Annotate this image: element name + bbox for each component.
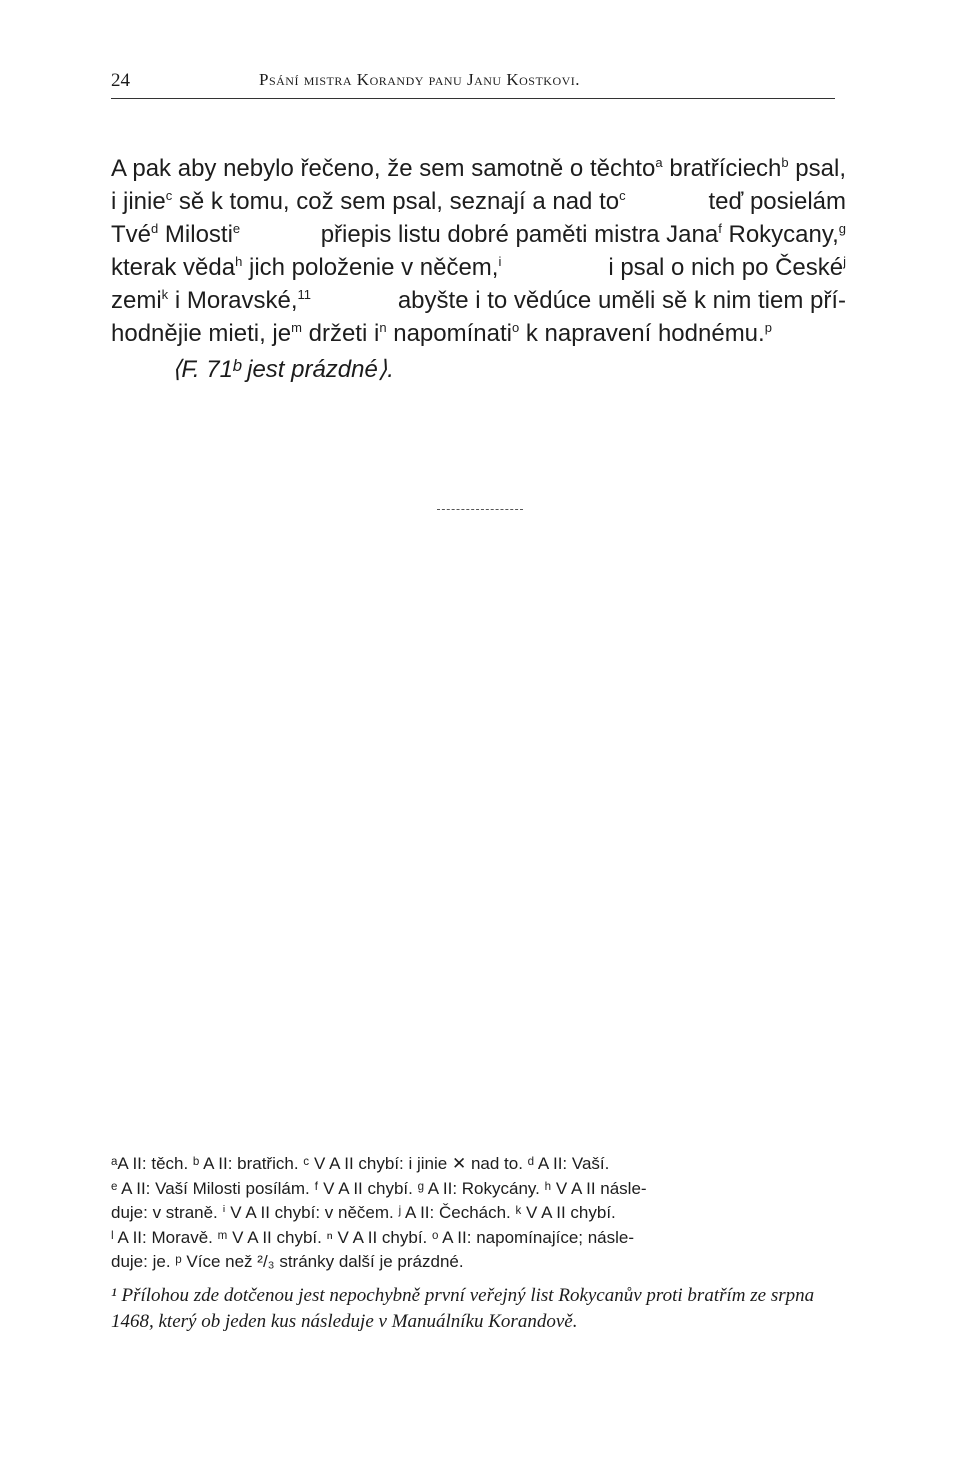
header-rule: [111, 98, 835, 99]
text-segment: A pak aby nebylo řečeno, že sem samotně o těchto$^a$: [111, 155, 663, 182]
page-header: [111, 66, 835, 96]
apparatus-line: ᵃA II: těch. ᵇ A II: bratřich. ᶜ V A II chybí: i jinie ✕ nad to. ᵈ A II: Vaší.: [111, 1154, 610, 1173]
text-line: [111, 284, 846, 317]
section-separator: [437, 509, 523, 510]
apparatus-line: duje: je. ᵖ Více než ²/₃ stránky další je prázdné.: [111, 1252, 464, 1271]
text-segment: Tvé$^d$ Milosti$^e$: [111, 221, 241, 248]
text-line: [111, 152, 846, 185]
apparatus-line: duje: v straně. ⁱ V A II chybí: v něčem. ʲ A II: Čechách. ᵏ V A II chybí.: [111, 1203, 616, 1222]
text-segment: i jinie$^c$ sě k tomu, což sem psal, seznají a nad $to^c$: [111, 188, 626, 215]
critical-apparatus: [111, 1152, 846, 1275]
apparatus-line: ˡ A II: Moravě. ᵐ V A II chybí. ⁿ V A II chybí. ᵒ A II: napomínajíce; násle-: [111, 1227, 635, 1247]
text-line: [111, 251, 846, 284]
text-segment: abyšte i to vědúce uměli sě k nim tiem pří-: [397, 287, 846, 314]
text-segment: teď posielám: [708, 188, 846, 215]
page-number: 24: [111, 70, 130, 91]
text-line: [111, 317, 846, 350]
text-line: [111, 218, 846, 251]
text-line: [111, 185, 846, 218]
text-segment: přiepis listu dobré paměti mistra Jana$^f$ Rokycany,$^g$: [320, 221, 846, 248]
text-segment: zemi$^k$ i Moravské,$^{11}$: [111, 287, 312, 314]
footnote: ¹ Přílohou zde dotčenou jest nepochybně první veřejný list Rokycanův proti bratřím ze srpna 1468, který ob jeden kus následuje v Manuálníku Korandově.: [111, 1285, 815, 1332]
text-segment: kterak věda$^h$ jich položenie v něčem,$^i$: [111, 254, 502, 281]
text-segment: hodnějie mieti, $je^m$ držeti $i^n$ napomínati$^o$ k napravení hodnému.$^p$: [111, 320, 772, 347]
apparatus-line: ᵉ A II: Vaší Milosti posílám. ᶠ V A II chybí. ᵍ A II: Rokycány. ʰ V A II násle-: [111, 1178, 647, 1198]
text-segment: i psal o nich po České$^j$: [608, 254, 846, 281]
running-title: Psání mistra Korandy panu Janu Kostkovi.: [259, 70, 581, 89]
blank-folio-note: ⟨F. 71ᵇ jest prázdné⟩.: [172, 356, 394, 383]
text-segment: bratříciech$^b$ psal,: [669, 155, 846, 182]
main-text: [111, 152, 846, 350]
